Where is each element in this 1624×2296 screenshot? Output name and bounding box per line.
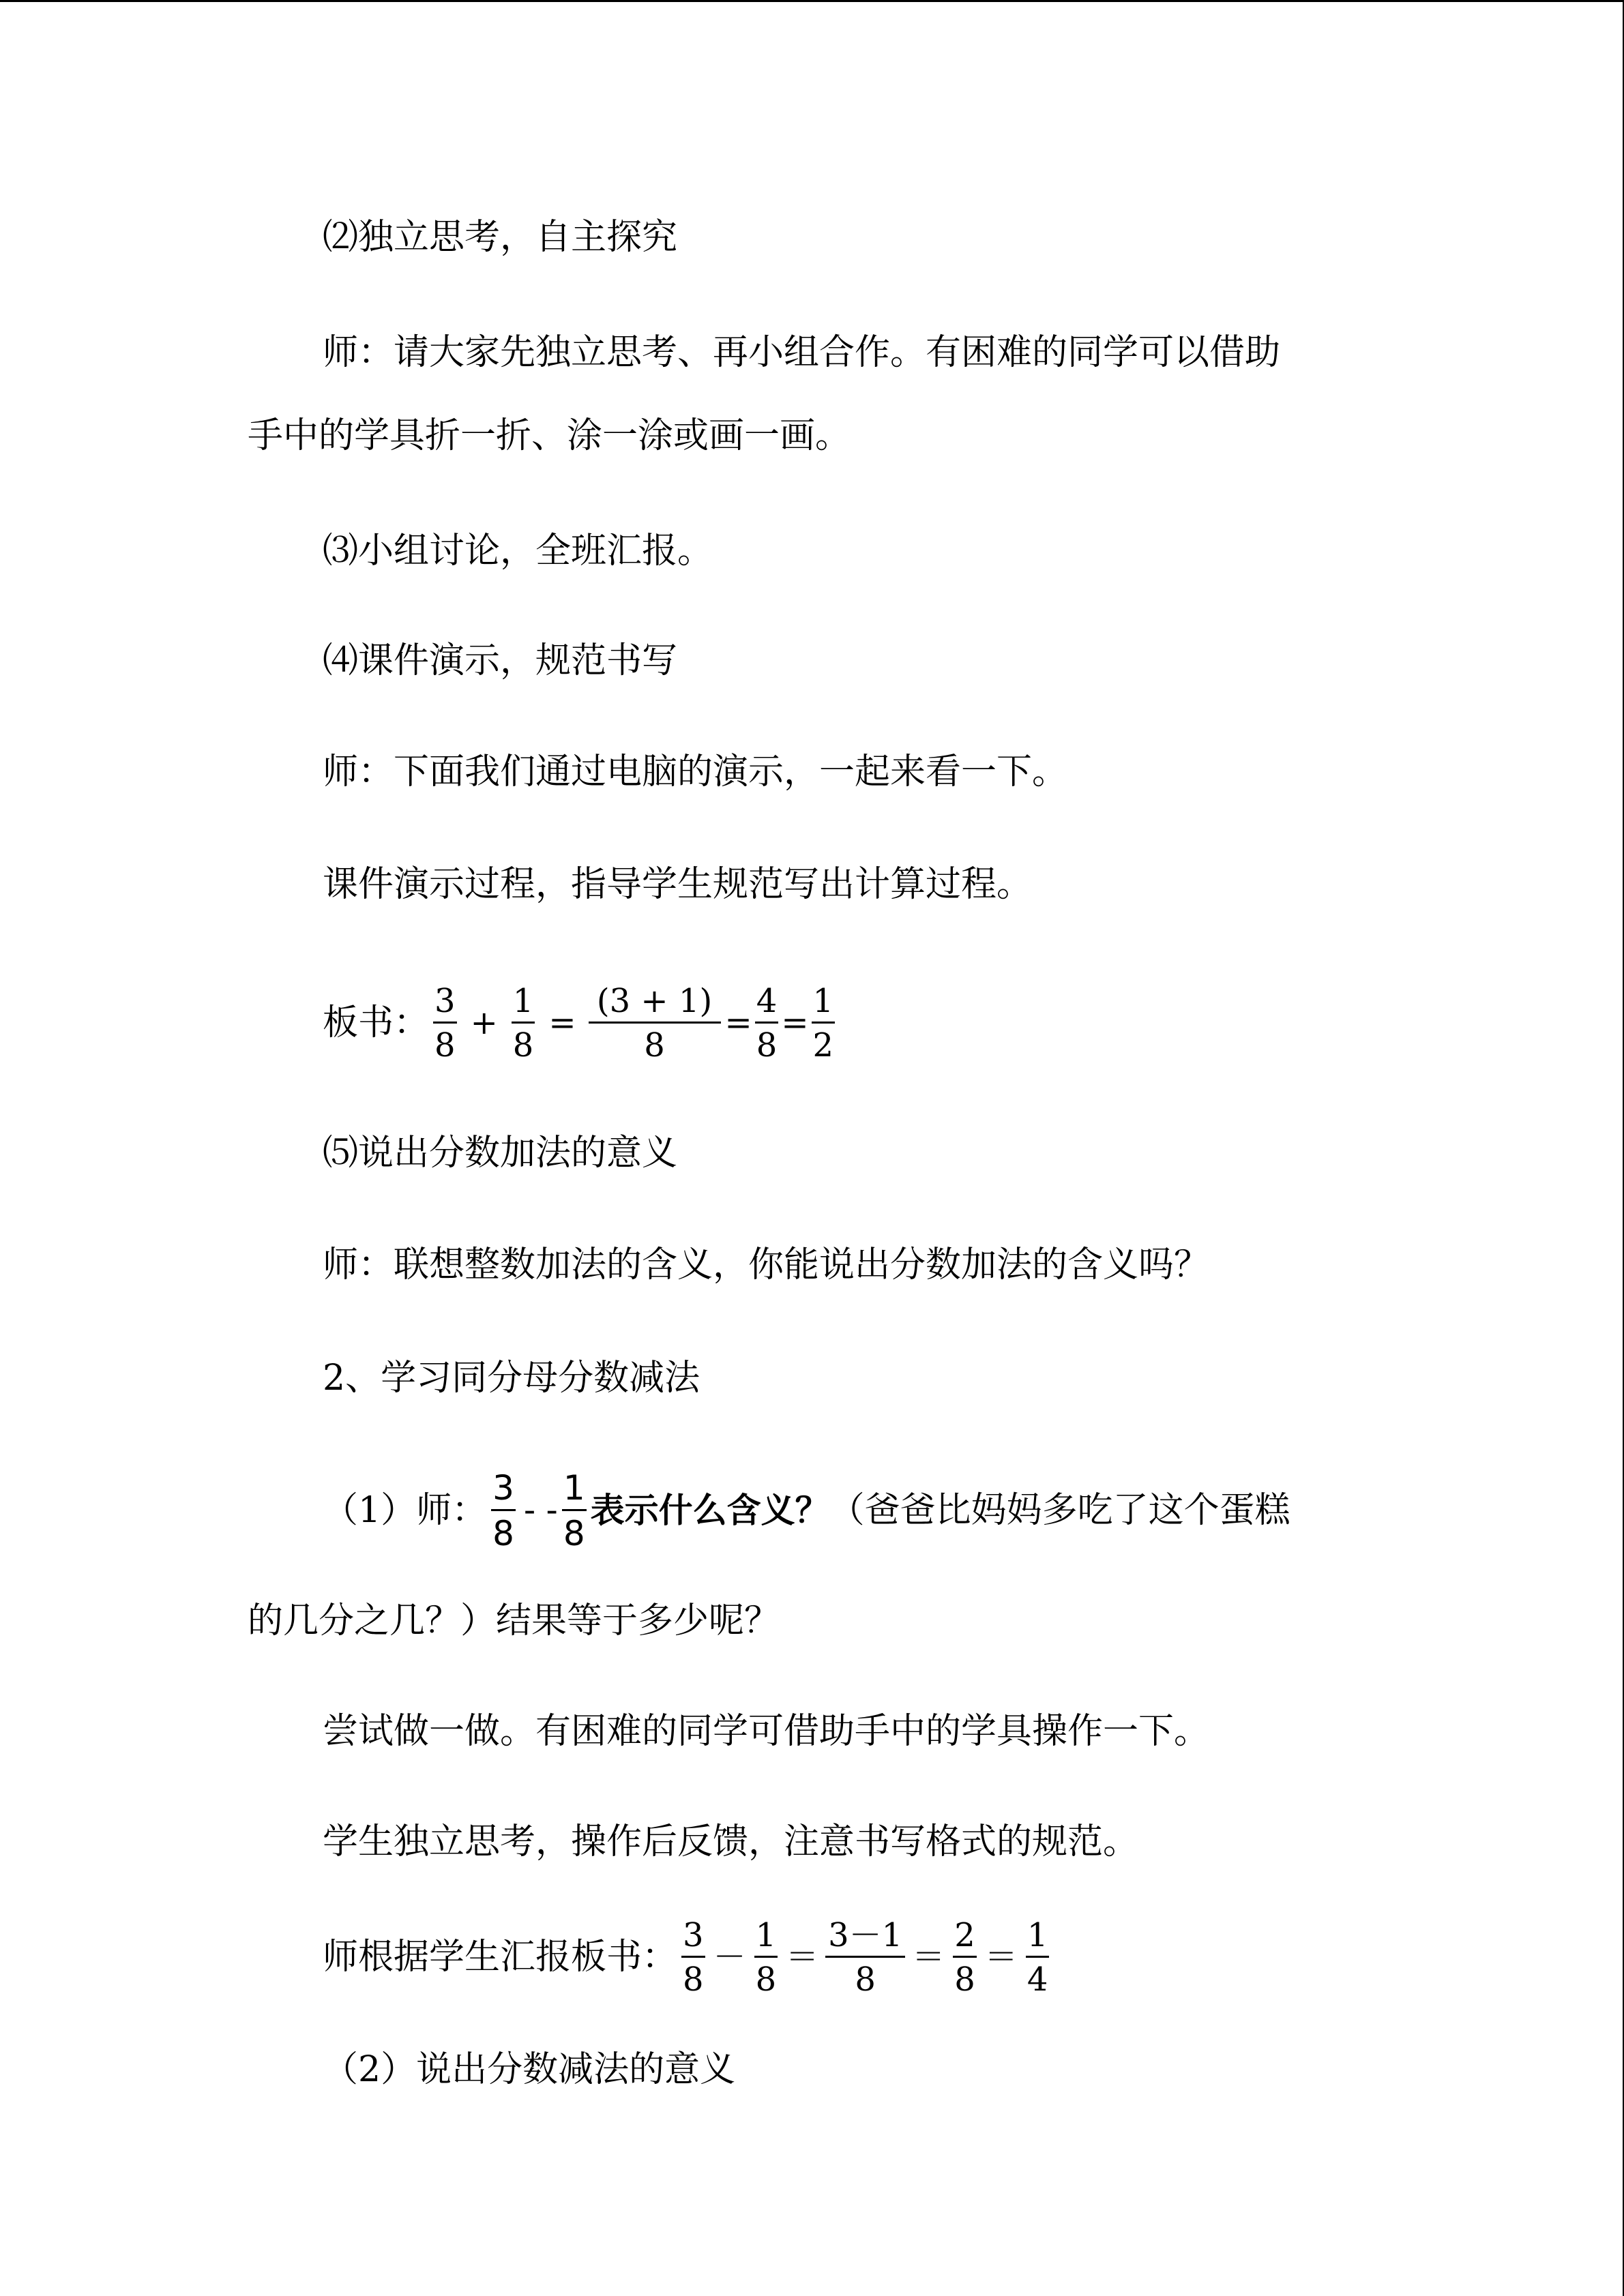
bold-question: 表示什么含义？ (590, 1491, 829, 1530)
paragraph: 手中的学具折一折、涂一涂或画一画。 (248, 415, 851, 456)
paragraph: 尝试做一做。有困难的同学可借助手中的学具操作一下。 (323, 1711, 1210, 1752)
fraction (512, 981, 535, 1064)
numerator: 1 (755, 1915, 777, 1954)
fraction (681, 1915, 705, 1999)
equation-prefix: （1）师： (323, 1490, 488, 1531)
denominator: 8 (512, 1022, 535, 1062)
equals-sign: = (724, 1004, 752, 1042)
numerator: 1 (512, 981, 534, 1020)
page-top-border (0, 0, 1624, 2)
paragraph: （2）说出分数减法的意义 (323, 2049, 736, 2090)
fraction (1026, 1915, 1050, 1999)
equals-sign: ＝ (912, 1938, 945, 1976)
equals-sign: ＝ (984, 1938, 1018, 1976)
minus-sign: － (713, 1938, 746, 1976)
equation-prefix: 板书： (323, 1002, 430, 1043)
fraction (755, 981, 779, 1064)
paragraph: 师：下面我们通过电脑的演示，一起来看一下。 (323, 751, 1068, 792)
denominator: 8 (755, 1022, 779, 1062)
numerator: 1 (1027, 1915, 1048, 1954)
denominator: 4 (1026, 1956, 1050, 1996)
denominator: 2 (812, 1022, 836, 1062)
fraction (491, 1467, 516, 1553)
denominator: 8 (562, 1509, 587, 1551)
denominator: 8 (754, 1956, 778, 1996)
paragraph: 师：请大家先独立思考、再小组合作。有困难的同学可以借助 (323, 332, 1281, 373)
numerator: 2 (954, 1915, 975, 1954)
fraction (590, 981, 720, 1064)
question-rest: （爸爸比妈妈多吃了这个蛋糕 (829, 1490, 1290, 1531)
fraction (754, 1915, 778, 1999)
denominator: 8 (589, 1022, 721, 1062)
denominator: 8 (491, 1509, 516, 1551)
denominator: 8 (953, 1956, 977, 1996)
denominator: 8 (433, 1022, 457, 1062)
plus-sign: + (470, 1004, 498, 1042)
paragraph: ⑷课件演示，规范书写 (323, 640, 678, 681)
fraction (562, 1467, 587, 1553)
denominator: 8 (681, 1956, 705, 1996)
numerator: 3 (492, 1467, 514, 1508)
numerator: 1 (563, 1467, 585, 1508)
numerator: (3 + 1) (596, 981, 713, 1020)
numerator: 3－1 (828, 1915, 903, 1954)
equation-prefix: 师根据学生汇报板书： (323, 1937, 678, 1978)
paragraph: 2、学习同分母分数减法 (323, 1358, 700, 1399)
paragraph: 课件演示过程，指导学生规范写出计算过程。 (323, 864, 1033, 905)
equals-sign: = (548, 1004, 576, 1042)
equals-sign: = (781, 1004, 809, 1042)
equals-sign: ＝ (786, 1938, 819, 1976)
numerator: 3 (434, 981, 456, 1020)
minus-sign: - - (523, 1491, 558, 1530)
fraction (953, 1915, 977, 1999)
numerator: 4 (756, 981, 778, 1020)
subtraction-question (323, 1456, 1290, 1565)
numerator: 3 (683, 1915, 704, 1954)
numerator: 1 (812, 981, 834, 1020)
fraction (433, 981, 457, 1064)
paragraph: ⑵独立思考，自主探究 (323, 217, 678, 258)
paragraph: 学生独立思考，操作后反馈，注意书写格式的规范。 (323, 1821, 1139, 1862)
fraction (812, 981, 836, 1064)
addition-equation (323, 968, 836, 1077)
paragraph: 师：联想整数加法的含义，你能说出分数加法的含义吗？ (323, 1244, 1210, 1285)
denominator: 8 (825, 1956, 905, 1996)
paragraph: 的几分之几？）结果等于多少呢？ (248, 1600, 780, 1641)
fraction (827, 1915, 904, 1999)
paragraph: ⑸说出分数加法的意义 (323, 1133, 678, 1174)
paragraph: ⑶小组讨论，全班汇报。 (323, 531, 713, 571)
subtraction-equation (323, 1903, 1053, 2012)
